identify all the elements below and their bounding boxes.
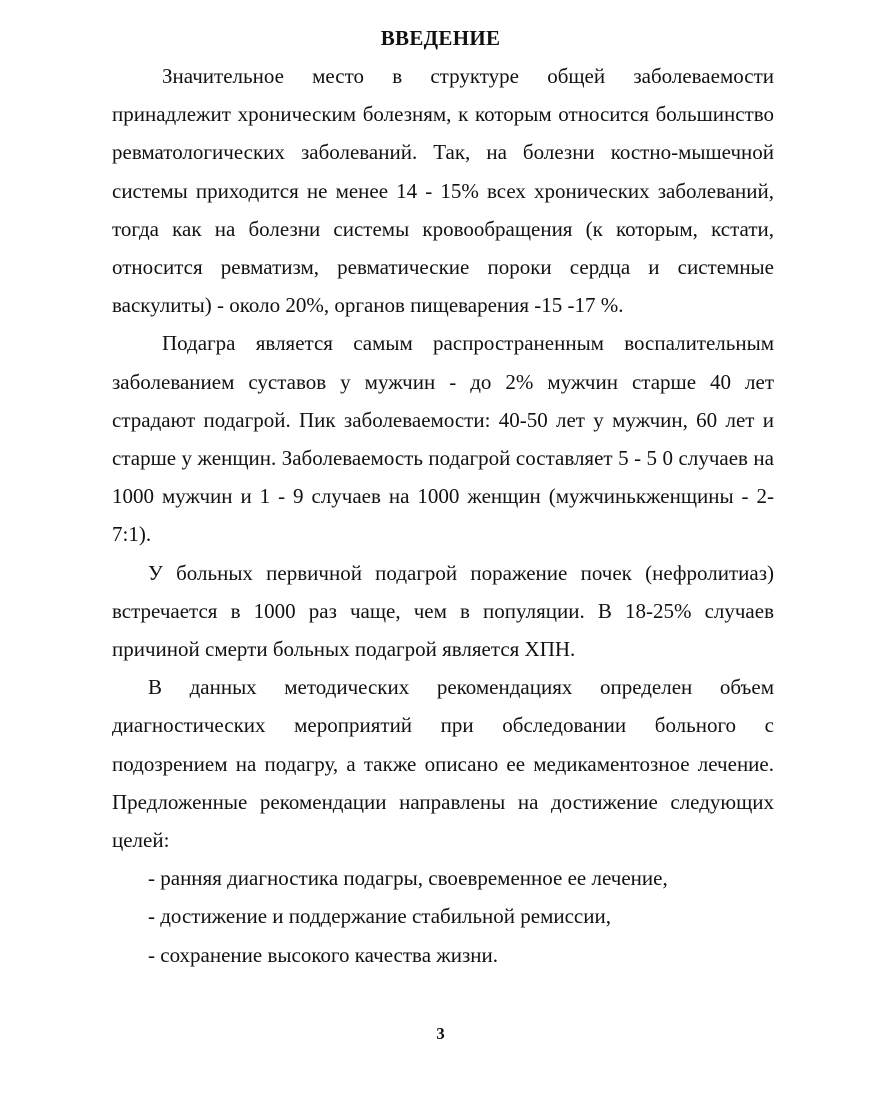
goals-list-item: - ранняя диагностика подагры, своевременное ее лечение, bbox=[148, 866, 668, 891]
paragraph-kidney-damage: У больных первичной подагрой поражение почек (нефролитиаз) встречается в 1000 раз чаще, чем в популяции. В 18-25% случаев причиной смерти больных подагрой является ХПН. bbox=[112, 560, 774, 662]
document-body bbox=[112, 57, 774, 974]
paragraph-gout-prevalence: Подагра является самым распространенным воспалительным заболеванием суставов у мужчин - до 2% мужчин старше 40 лет страдают подагрой. Пик заболеваемости: 40-50 лет у мужчин, 60 лет и старше у женщин. Заболеваемость подагрой составляет 5 - 5 0 случаев на 1000 мужчин и 1 - 9 случаев на 1000 женщин (мужчинькженщины - 2-7:1). bbox=[112, 331, 774, 547]
goals-list bbox=[112, 859, 774, 974]
paragraph-morbidity-structure: Значительное место в структуре общей заболеваемости принадлежит хроническим болезням, к которым относится большинство ревматологических заболеваний. Так, на болезни костно-мышечной системы приходится не менее 14 - 15% всех хронических заболеваний, тогда как на болезни системы кровообращения (к которым, кстати, относится ревматизм, ревматические пороки сердца и системные васкулиты) - около 20%, органов пищеварения -15 -17 %. bbox=[112, 64, 774, 318]
goals-list-item: - сохранение высокого качества жизни. bbox=[148, 942, 499, 967]
paragraph-recommendations: В данных методических рекомендациях определен объем диагностических мероприятий при обследовании больного с подозрением на подагру, а также описано ее медикаментозное лечение. Предложенные рекомендации направлены на достижение следующих целей: bbox=[112, 675, 774, 853]
page-number: 3 bbox=[436, 1024, 445, 1043]
goals-list-item: - достижение и поддержание стабильной ремиссии, bbox=[148, 904, 611, 929]
page-title: ВВЕДЕНИЕ bbox=[380, 26, 501, 50]
